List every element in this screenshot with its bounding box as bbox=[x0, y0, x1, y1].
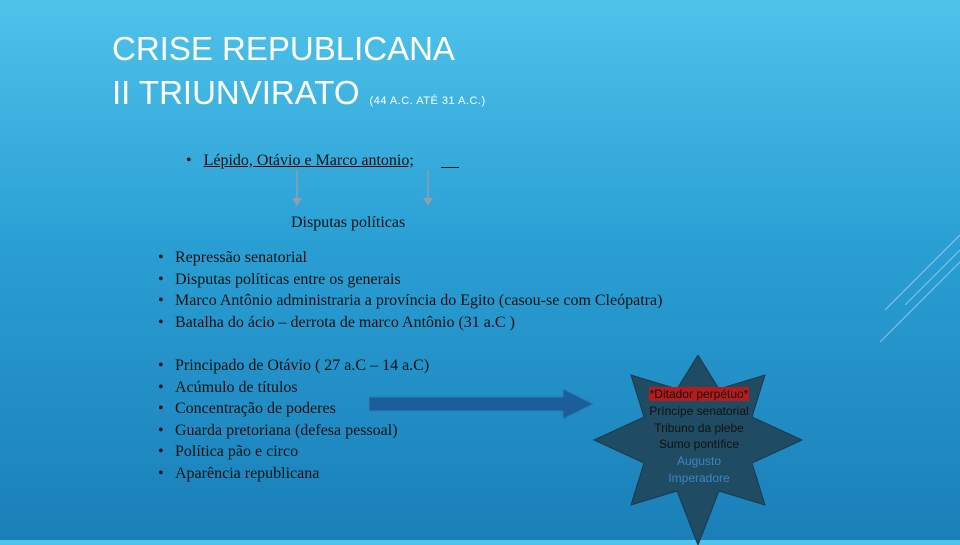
list-item: • Principado de Otávio ( 27 a.C – 14 a.C) bbox=[158, 357, 430, 374]
title-item: Imperadore bbox=[668, 470, 730, 485]
title-item: Sumo pontífice bbox=[658, 437, 740, 452]
intro-bullet: • bbox=[186, 152, 192, 169]
list-item: • Repressão senatorial bbox=[158, 249, 307, 266]
down-arrow-icon bbox=[421, 170, 435, 208]
slide-title bbox=[112, 27, 486, 123]
title-line-1: CRISE REPUBLICANA bbox=[112, 30, 455, 67]
list-item: • Marco Antônio administraria a província do Egito (casou-se com Cleópatra) bbox=[158, 292, 663, 309]
titles-list bbox=[609, 386, 789, 487]
title-line-2 bbox=[112, 71, 486, 123]
list-item: • Acúmulo de títulos bbox=[158, 378, 298, 396]
intro-line bbox=[186, 152, 414, 170]
list-item: • Disputas políticas entre os generais bbox=[158, 270, 401, 288]
intro-text: Lépido, Otávio e Marco antonio; bbox=[203, 152, 414, 169]
title-triunvirato: II TRIUNVIRATO bbox=[112, 74, 360, 111]
title-dates: (44 A.C. ATÉ 31 A.C.) bbox=[369, 95, 486, 107]
list-item: • Aparência republicana bbox=[158, 464, 320, 482]
title-item: Tribuno da plebe bbox=[654, 420, 744, 435]
list-item: • Batalha do ácio – derrota de marco Antônio (31 a.C ) bbox=[158, 313, 515, 331]
title-item: *Ditador perpétuo* bbox=[649, 387, 749, 401]
title-item: Augusto bbox=[676, 454, 722, 469]
right-arrow-icon bbox=[369, 389, 595, 419]
down-arrow-icon bbox=[290, 170, 304, 208]
consequences-list bbox=[158, 247, 662, 333]
list-item: • Concentração de poderes bbox=[158, 400, 336, 417]
list-item: • Guarda pretoriana (defesa pessoal) bbox=[158, 421, 398, 439]
title-item: Príncipe senatorial bbox=[649, 403, 749, 418]
disputas-label: Disputas políticas bbox=[291, 214, 406, 231]
principado-list bbox=[158, 355, 429, 484]
list-item: • Política pão e circo bbox=[158, 443, 299, 460]
underline-tail bbox=[441, 167, 459, 168]
